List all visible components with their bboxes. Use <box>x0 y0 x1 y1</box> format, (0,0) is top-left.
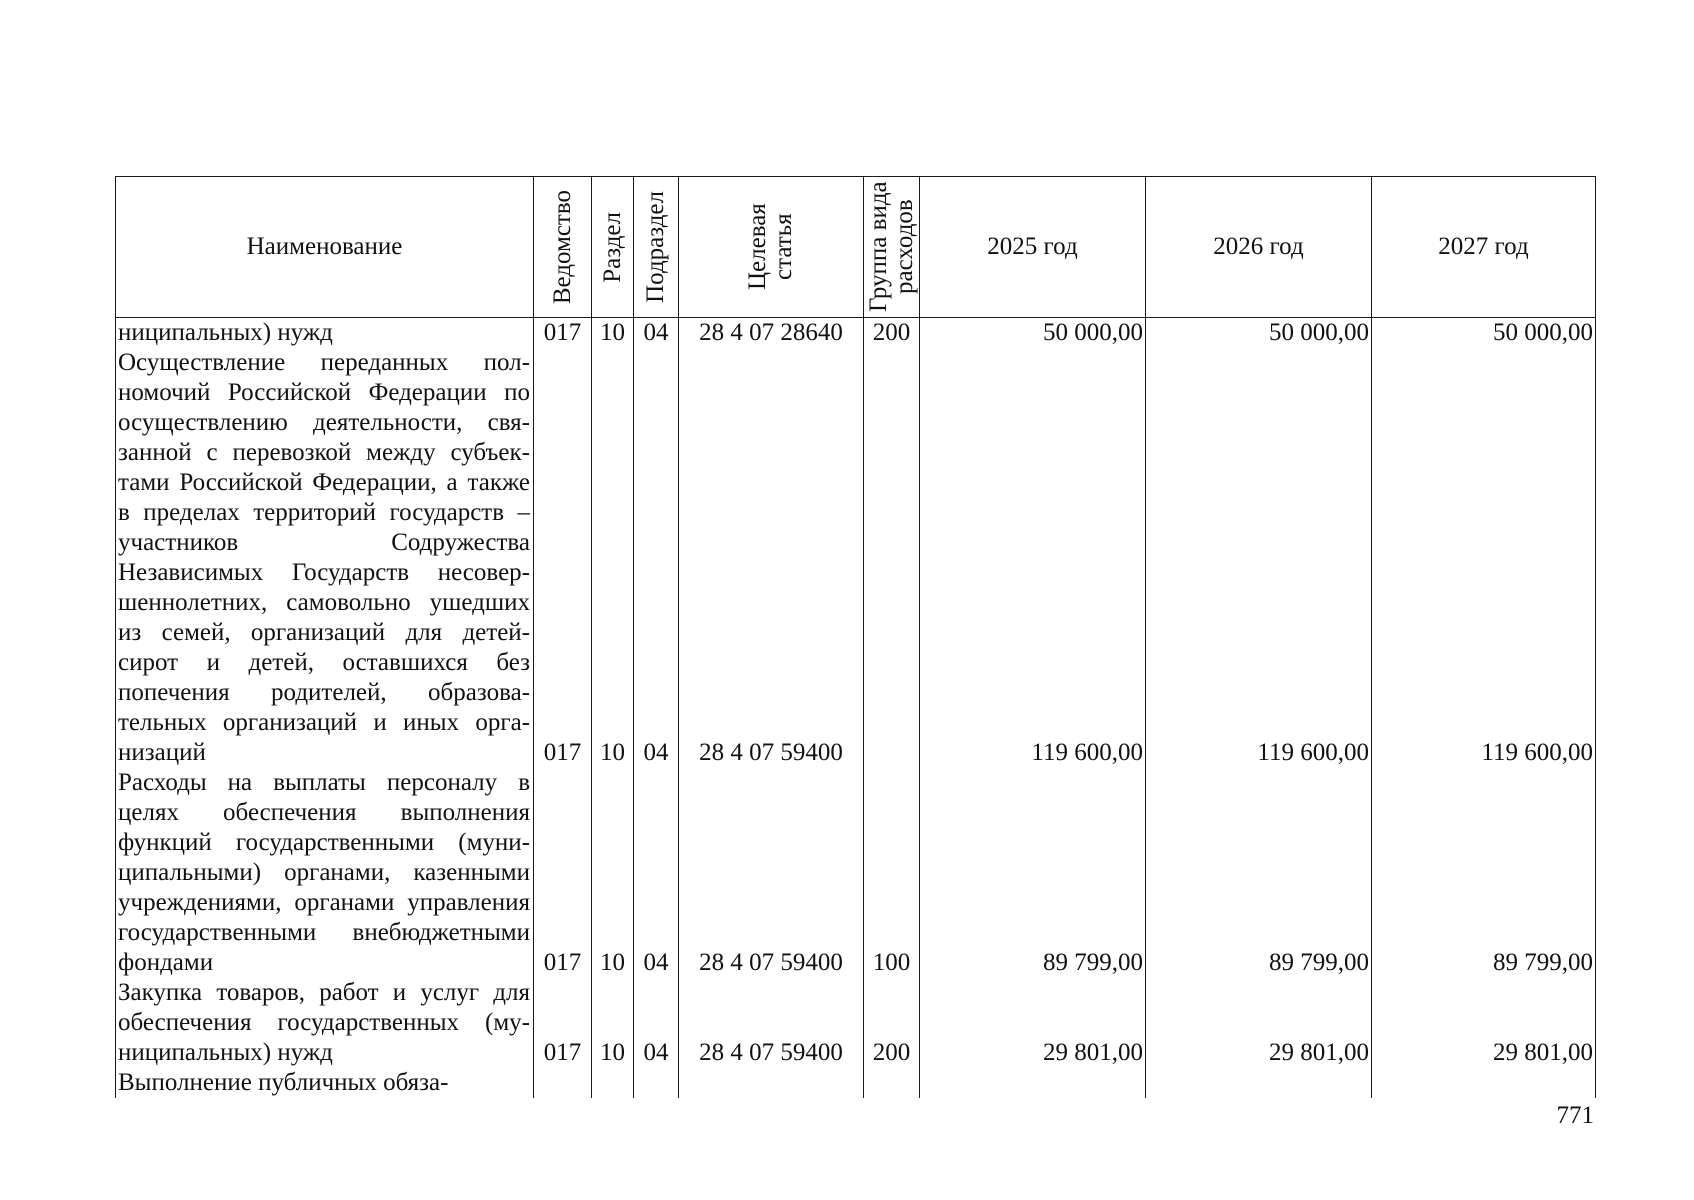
header-2025 <box>920 177 1146 318</box>
row-2025: 89 799,00 <box>920 768 1146 978</box>
row-2025: 29 801,00 <box>920 978 1146 1068</box>
header-celevaya <box>679 177 864 318</box>
row-name: Закупка товаров, работ и услуг для обеспечения государственных (муниципальных) нужд <box>116 978 534 1068</box>
row-celevaya: 28 4 07 28640 <box>679 318 864 349</box>
row-celevaya: 28 4 07 59400 <box>679 768 864 978</box>
row-2027: 89 799,00 <box>1372 768 1596 978</box>
row-podrazdel: 04 <box>634 978 679 1068</box>
row-razdel: 10 <box>592 978 634 1068</box>
row-name: Расходы на выплаты персоналу в целях обеспечения выполнения функций государственными (муниципальными) органами, казенными учреждениями, органами управления государственными внебюджетными фондами <box>116 768 534 978</box>
header-razdel-label: Раздел <box>598 211 626 283</box>
table-row <box>116 1068 1596 1098</box>
header-gruppa <box>864 177 920 318</box>
row-vedomstvo: 017 <box>534 318 592 349</box>
header-vedomstvo <box>534 177 592 318</box>
header-podrazdel <box>634 177 679 318</box>
table-header-row <box>116 177 1596 318</box>
page-number: 771 <box>1556 1102 1594 1129</box>
row-podrazdel <box>634 1068 679 1098</box>
row-2026 <box>1146 1068 1372 1098</box>
row-razdel: 10 <box>592 318 634 349</box>
table-row <box>116 768 1596 978</box>
row-name: Выполнение публичных обяза- <box>116 1068 534 1098</box>
header-celevaya-label: Целевая статья <box>744 203 797 291</box>
row-2026: 89 799,00 <box>1146 768 1372 978</box>
row-gruppa: 200 <box>864 318 920 349</box>
header-podrazdel-label: Подраздел <box>642 191 669 303</box>
row-vedomstvo <box>534 1068 592 1098</box>
row-name: ниципальных) нужд <box>116 318 534 349</box>
header-2027 <box>1372 177 1596 318</box>
budget-table <box>115 176 1596 1098</box>
row-vedomstvo: 017 <box>534 768 592 978</box>
header-2026 <box>1146 177 1372 318</box>
row-2026: 119 600,00 <box>1146 348 1372 768</box>
header-name-label: Наименование <box>246 233 403 260</box>
row-2027 <box>1372 1068 1596 1098</box>
table-row <box>116 348 1596 768</box>
row-2025: 119 600,00 <box>920 348 1146 768</box>
row-2027: 119 600,00 <box>1372 348 1596 768</box>
header-2026-label: 2026 год <box>1213 233 1304 260</box>
row-2026: 50 000,00 <box>1146 318 1372 349</box>
row-razdel: 10 <box>592 348 634 768</box>
row-podrazdel: 04 <box>634 318 679 349</box>
row-podrazdel: 04 <box>634 348 679 768</box>
row-2025 <box>920 1068 1146 1098</box>
row-2027: 50 000,00 <box>1372 318 1596 349</box>
row-gruppa: 100 <box>864 768 920 978</box>
row-celevaya: 28 4 07 59400 <box>679 978 864 1068</box>
row-razdel <box>592 1068 634 1098</box>
header-razdel <box>592 177 634 318</box>
budget-table-sheet <box>115 176 1595 1098</box>
row-vedomstvo: 017 <box>534 348 592 768</box>
header-vedomstvo-label: Ведомство <box>548 189 576 305</box>
table-row <box>116 978 1596 1068</box>
header-2027-label: 2027 год <box>1438 233 1529 260</box>
row-2025: 50 000,00 <box>920 318 1146 349</box>
row-gruppa <box>864 1068 920 1098</box>
row-vedomstvo: 017 <box>534 978 592 1068</box>
row-2027: 29 801,00 <box>1372 978 1596 1068</box>
table-row <box>116 318 1596 349</box>
row-razdel: 10 <box>592 768 634 978</box>
row-gruppa <box>864 348 920 768</box>
header-name <box>116 177 534 318</box>
row-gruppa: 200 <box>864 978 920 1068</box>
row-celevaya <box>679 1068 864 1098</box>
row-podrazdel: 04 <box>634 768 679 978</box>
row-name: Осуществление переданных полномочий Российской Федерации по осуществлению деятельности, связанной с перевозкой между субъектами Российской Федерации, а также в пределах территорий государств – участников Содружества Независимых Государств несовершеннолетних, самовольно ушедших из семей, организаций для детей-сирот и детей, оставшихся без попечения родителей, образовательных организаций и иных организаций <box>116 348 534 768</box>
header-gruppa-label: Группа вида расходов <box>864 181 918 313</box>
row-celevaya: 28 4 07 59400 <box>679 348 864 768</box>
row-2026: 29 801,00 <box>1146 978 1372 1068</box>
header-2025-label: 2025 год <box>987 233 1078 260</box>
